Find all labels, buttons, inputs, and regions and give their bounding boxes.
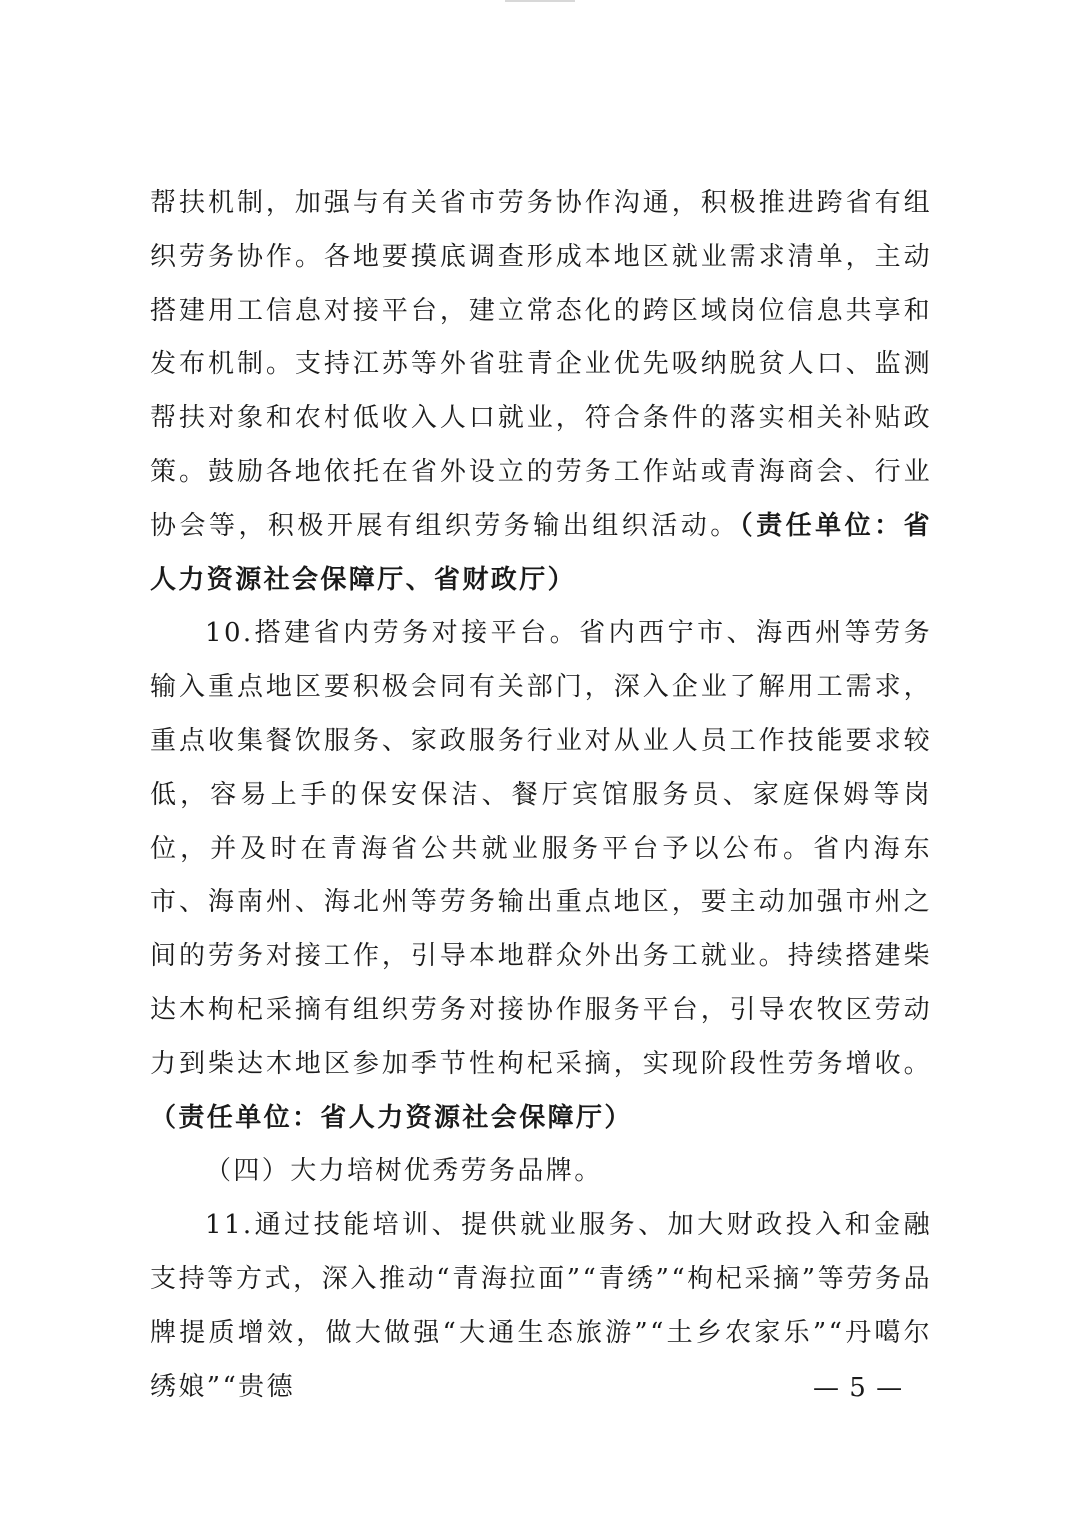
responsibility-note: （责任单位：省人力资源社会保障厅） [150, 1102, 633, 1133]
paragraph-item-10 [150, 607, 932, 1145]
paragraph-text: 10.搭建省内劳务对接平台。省内西宁市、海西州等劳务输入重点地区要积极会同有关部门，深入企业了解用工需求，重点收集餐饮服务、家政服务行业对从业人员工作技能要求较低，容易上手的保安保洁、餐厅宾馆服务员、家庭保姆等岗位，并及时在青海省公共就业服务平台予以公布。省内海东市、海南州、海北州等劳务输出重点地区，要主动加强市州之间的劳务对接工作，引导本地群众外出务工就业。持续搭建柴达木枸杞采摘有组织劳务对接协作服务平台，引导农牧区劳动力到柴达木地区参加季节性枸杞采摘，实现阶段性劳务增收。 [150, 618, 932, 1079]
scan-top-mark [505, 0, 575, 2]
paragraph-continued [150, 177, 932, 607]
responsibility-note: （责任单位：省人力资源社会保障厅、省财政厅） [150, 510, 932, 595]
document-body [150, 177, 932, 1414]
paragraph-text: 帮扶机制，加强与有关省市劳务协作沟通，积极推进跨省有组织劳务协作。各地要摸底调查形成本地区就业需求清单，主动搭建用工信息对接平台，建立常态化的跨区域岗位信息共享和发布机制。支持江苏等外省驻青企业优先吸纳脱贫人口、监测帮扶对象和农村低收入人口就业，符合条件的落实相关补贴政策。鼓励各地依托在省外设立的劳务工作站或青海商会、行业协会等，积极开展有组织劳务输出组织活动。 [150, 188, 932, 541]
section-heading-4: （四）大力培树优秀劳务品牌。 [205, 1156, 603, 1187]
paragraph-item-11: 11.通过技能培训、提供就业服务、加大财政投入和金融支持等方式，深入推动“青海拉面”“青绣”“枸杞采摘”等劳务品牌提质增效，做大做强“大通生态旅游”“土乡农家乐”“丹噶尔绣娘”“贵德 [150, 1210, 932, 1402]
page-number: — 5 — [813, 1373, 904, 1403]
